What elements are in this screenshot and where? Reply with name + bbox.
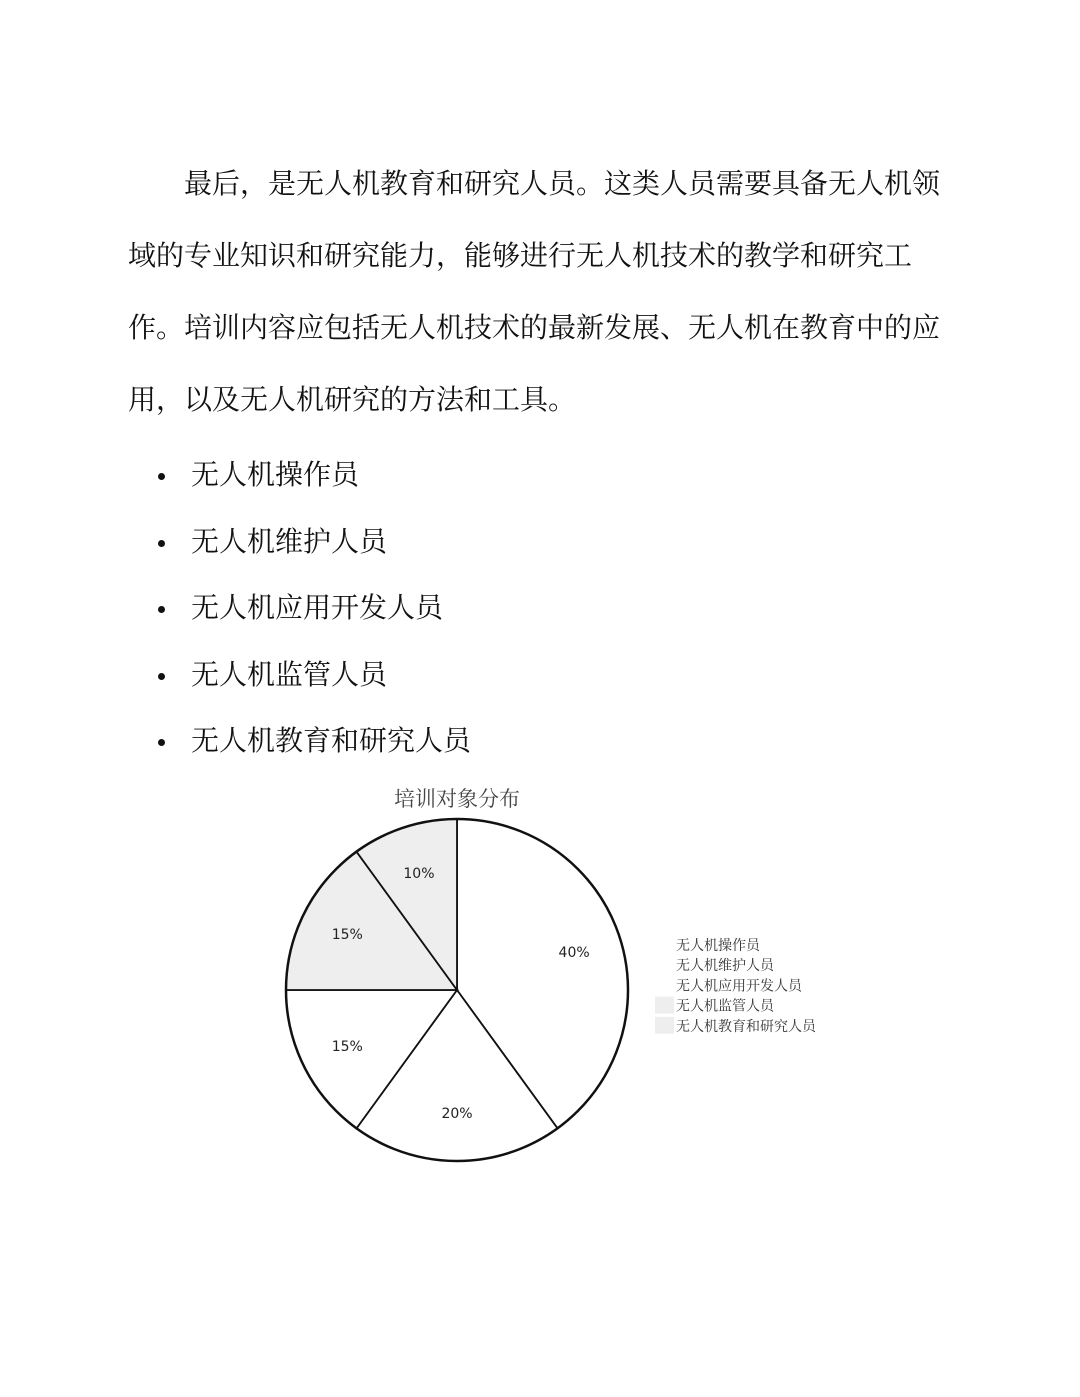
pie-slice-label: 15%	[331, 927, 363, 944]
pie-slice-label: 15%	[331, 1038, 363, 1055]
bullet-list	[0, 446, 1080, 779]
list-item	[0, 646, 1080, 713]
body-paragraph: 最后，是无人机教育和研究人员。这类人员需要具备无人机领域的专业知识和研究能力，能够进行无人机技术的教学和研究工作。培训内容应包括无人机技术的最新发展、无人机在教育中的应用，以及无人机研究的方法和工具。	[128, 167, 941, 416]
list-item-text: 无人机操作员	[191, 458, 360, 491]
legend-label: 无人机应用开发人员	[676, 978, 802, 995]
legend-swatch	[655, 936, 674, 953]
list-item	[0, 579, 1080, 646]
bullet-dot	[158, 673, 165, 680]
list-item	[0, 712, 1080, 779]
chart-title: 培训对象分布	[394, 787, 520, 811]
list-item-text: 无人机教育和研究人员	[191, 724, 472, 757]
legend-label: 无人机操作员	[676, 938, 760, 954]
list-item-text: 无人机监管人员	[191, 657, 388, 691]
pie-slice-label: 10%	[403, 865, 435, 882]
legend-label: 无人机监管人员	[676, 998, 774, 1015]
legend-swatch	[655, 997, 674, 1014]
list-item	[0, 513, 1080, 580]
bullet-dot	[158, 473, 165, 480]
list-item-text: 无人机维护人员	[191, 524, 388, 558]
legend-label: 无人机维护人员	[676, 958, 774, 975]
legend-label: 无人机教育和研究人员	[676, 1018, 816, 1035]
list-item-text: 无人机应用开发人员	[191, 591, 444, 624]
pie-slice-label: 20%	[441, 1106, 473, 1123]
list-item	[0, 446, 1080, 513]
pie-slice-label: 40%	[558, 944, 590, 961]
legend-swatch	[655, 976, 674, 993]
bullet-dot	[158, 540, 165, 547]
bullet-dot	[158, 606, 165, 613]
bullet-dot	[158, 739, 165, 746]
legend-swatch	[655, 956, 674, 973]
chart-legend	[655, 936, 817, 1035]
legend-swatch	[655, 1017, 674, 1034]
pie-chart	[0, 770, 1080, 1190]
